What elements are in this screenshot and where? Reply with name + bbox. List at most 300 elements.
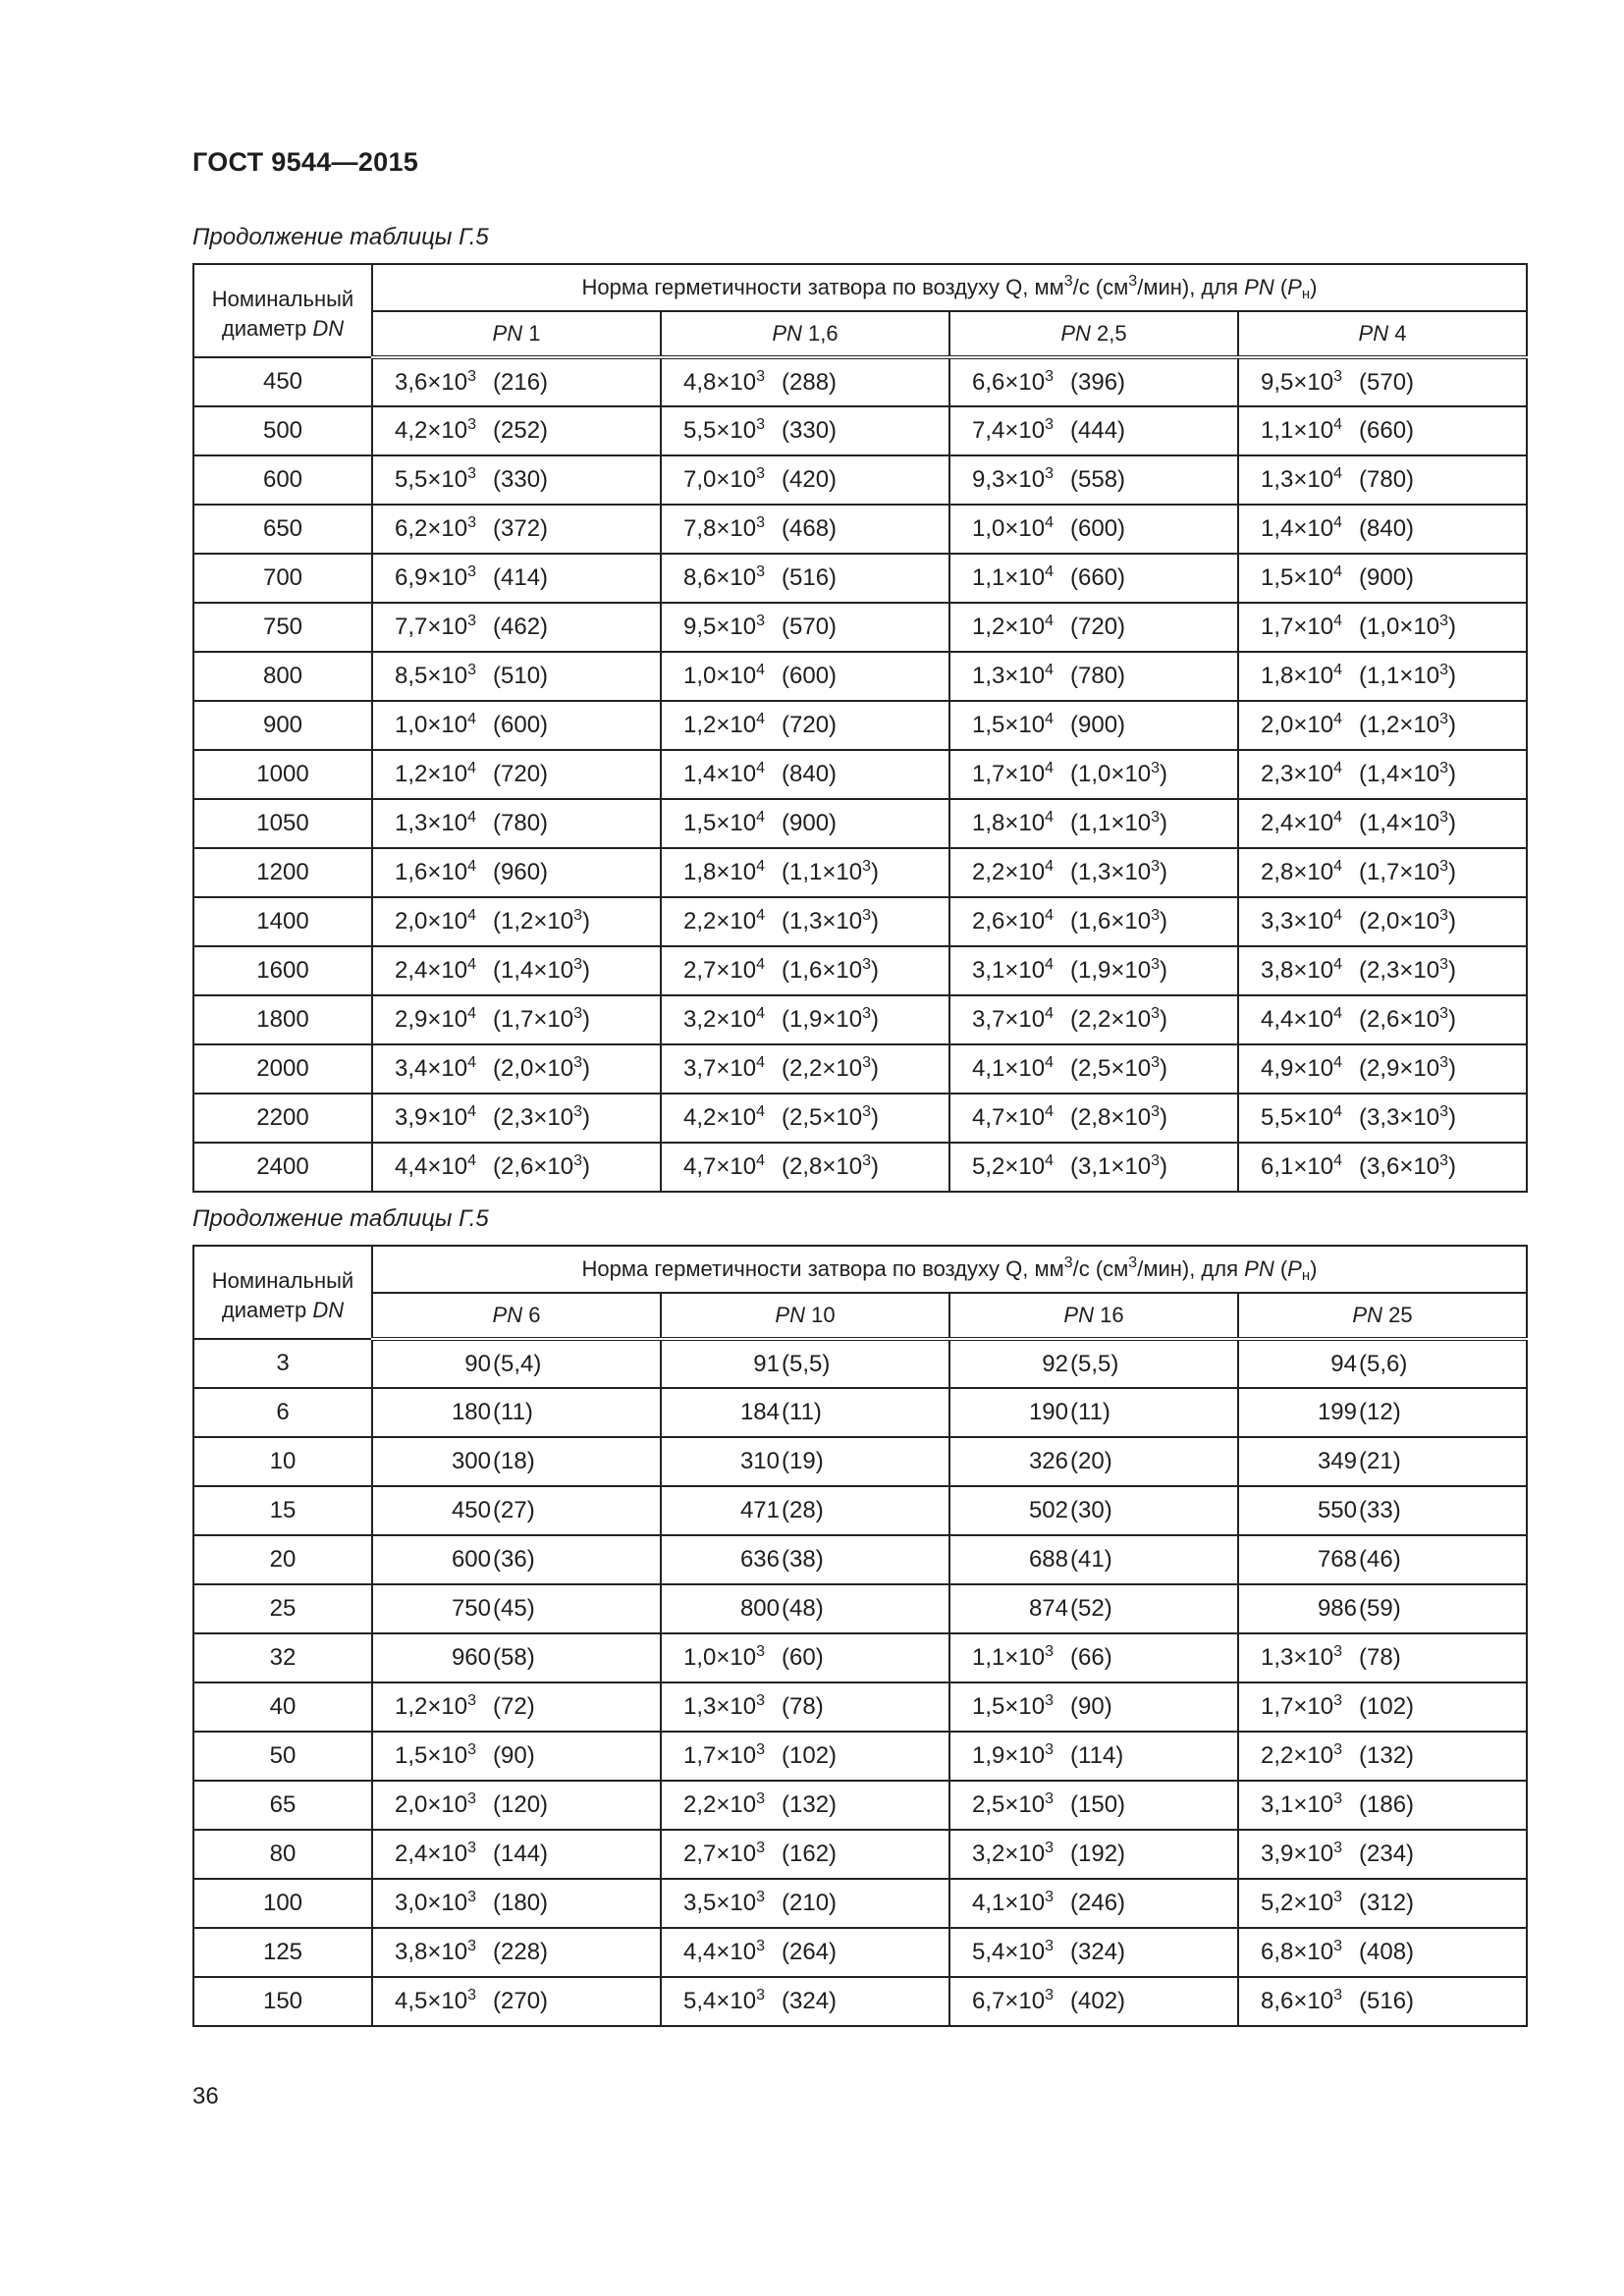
value-exponent: 4 bbox=[1045, 1054, 1054, 1071]
dn-cell: 2400 bbox=[193, 1143, 372, 1192]
value-exponent: 3 bbox=[467, 613, 476, 629]
value-number: 91 bbox=[753, 1350, 780, 1377]
norm-header-pn: PN bbox=[1244, 1256, 1274, 1281]
leakage-cell bbox=[661, 1584, 949, 1633]
table-row bbox=[193, 1682, 1527, 1732]
table-row bbox=[193, 652, 1527, 701]
leakage-cell bbox=[1238, 1633, 1527, 1682]
paren-value: 28 bbox=[789, 1497, 816, 1523]
dn-cell: 6 bbox=[193, 1388, 372, 1437]
dn-cell: 900 bbox=[193, 701, 372, 750]
value-mantissa: 3,7 bbox=[683, 1055, 717, 1082]
table-row bbox=[193, 1879, 1527, 1928]
leakage-cell bbox=[661, 897, 949, 946]
value-exponent: 4 bbox=[1333, 1152, 1342, 1169]
leakage-cell bbox=[661, 995, 949, 1044]
pn-column-header bbox=[661, 311, 949, 357]
leakage-value-cm3min: (45) bbox=[493, 1595, 535, 1622]
leakage-value-cm3min: $(1,6\times 10^3)$ bbox=[1070, 907, 1167, 934]
value-mantissa: 5,5 bbox=[1261, 1104, 1294, 1131]
value-mantissa: 2,0 bbox=[395, 908, 428, 934]
paren-mantissa: 3,1 bbox=[1078, 1153, 1111, 1180]
leakage-value-cm3min: (516) bbox=[782, 564, 838, 591]
paren-value: 5,5 bbox=[1078, 1350, 1111, 1377]
leakage-value-cm3min: (186) bbox=[1359, 1791, 1415, 1818]
value-mantissa: 1,1 bbox=[972, 564, 1005, 591]
paren-value: 330 bbox=[789, 417, 830, 444]
value-mantissa: 2,4 bbox=[395, 957, 428, 984]
leakage-value-mm3s: $1,0\times 10^4$ bbox=[395, 711, 476, 738]
paren-value: 246 bbox=[1078, 1890, 1118, 1916]
paren-value: 186 bbox=[1367, 1791, 1407, 1818]
leakage-value-cm3min: (132) bbox=[782, 1791, 838, 1818]
leakage-cell bbox=[661, 1633, 949, 1682]
value-number: 180 bbox=[451, 1399, 491, 1425]
leakage-value-mm3s bbox=[1318, 1399, 1357, 1426]
value-mantissa: 2,4 bbox=[1261, 810, 1294, 836]
value-number: 349 bbox=[1317, 1448, 1357, 1474]
leakage-cell bbox=[1238, 1682, 1527, 1732]
value-number: 502 bbox=[1028, 1497, 1068, 1523]
leakage-value-mm3s: $3,9\times 10^3$ bbox=[1261, 1840, 1342, 1867]
leakage-cell bbox=[372, 554, 661, 603]
value-exponent: 4 bbox=[1333, 1103, 1342, 1120]
leakage-cell bbox=[949, 554, 1238, 603]
leakage-value-cm3min: (150) bbox=[1070, 1791, 1126, 1818]
leakage-value-cm3min: (18) bbox=[493, 1448, 535, 1474]
value-number: 90 bbox=[464, 1350, 491, 1377]
paren-exponent: 3 bbox=[1151, 907, 1160, 924]
dn-header-symbol: DN bbox=[312, 316, 345, 341]
leakage-value-cm3min: (324) bbox=[1070, 1939, 1126, 1965]
leakage-cell bbox=[661, 1928, 949, 1977]
leakage-value-mm3s: $5,4\times 10^3$ bbox=[683, 1987, 765, 2014]
leakage-cell bbox=[1238, 750, 1527, 799]
leakage-value-cm3min: (27) bbox=[493, 1497, 535, 1523]
leakage-cell bbox=[949, 1682, 1238, 1732]
leakage-value-cm3min: (11) bbox=[1070, 1399, 1110, 1425]
value-number: 300 bbox=[451, 1448, 491, 1474]
leakage-value-cm3min: (132) bbox=[1359, 1742, 1415, 1769]
value-mantissa: 5,4 bbox=[683, 1988, 717, 2014]
leakage-value-mm3s bbox=[740, 1595, 780, 1623]
leakage-cell bbox=[1238, 1781, 1527, 1830]
value-mantissa: 6,2 bbox=[395, 515, 428, 542]
leakage-cell bbox=[372, 995, 661, 1044]
leakage-value-mm3s: $2,4\times 10^4$ bbox=[1261, 809, 1342, 836]
leakage-value-mm3s: $4,4\times 10^3$ bbox=[683, 1938, 765, 1965]
dn-cell: 40 bbox=[193, 1682, 372, 1732]
value-exponent: 4 bbox=[1333, 465, 1342, 482]
leakage-cell bbox=[949, 799, 1238, 848]
value-mantissa: 1,4 bbox=[683, 761, 717, 787]
paren-value: 5,6 bbox=[1367, 1350, 1400, 1377]
paren-exponent: 3 bbox=[1439, 711, 1448, 727]
norm-header-sup: 3 bbox=[1128, 1255, 1138, 1271]
leakage-cell bbox=[949, 603, 1238, 652]
paren-exponent: 3 bbox=[1439, 1103, 1448, 1120]
table-row bbox=[193, 995, 1527, 1044]
leakage-value-cm3min: $(1,0\times 10^3)$ bbox=[1070, 760, 1167, 787]
paren-value: 510 bbox=[501, 663, 541, 689]
dn-cell: 450 bbox=[193, 357, 372, 406]
leakage-cell bbox=[1238, 1143, 1527, 1192]
value-exponent: 3 bbox=[1045, 1987, 1054, 2003]
paren-value: 600 bbox=[501, 712, 541, 738]
value-exponent: 3 bbox=[1045, 1840, 1054, 1856]
leakage-value-mm3s: $3,9\times 10^4$ bbox=[395, 1103, 476, 1131]
leakage-value-mm3s: $6,2\times 10^3$ bbox=[395, 514, 476, 542]
paren-value: 102 bbox=[1367, 1693, 1407, 1720]
leakage-cell bbox=[949, 1584, 1238, 1633]
value-exponent: 4 bbox=[756, 1152, 765, 1169]
leakage-value-cm3min: $(2,6\times 10^3)$ bbox=[1359, 1005, 1456, 1033]
dn-cell: 750 bbox=[193, 603, 372, 652]
table-row bbox=[193, 1732, 1527, 1781]
paren-exponent: 3 bbox=[1439, 760, 1448, 776]
leakage-value-mm3s: $1,5\times 10^3$ bbox=[972, 1692, 1054, 1720]
leakage-value-cm3min: (312) bbox=[1359, 1890, 1415, 1916]
leakage-value-cm3min: (120) bbox=[493, 1791, 549, 1818]
leakage-value-mm3s: $3,1\times 10^4$ bbox=[972, 956, 1054, 984]
value-mantissa: 4,8 bbox=[683, 368, 717, 396]
value-exponent: 4 bbox=[467, 907, 476, 924]
paren-value: 5,4 bbox=[501, 1350, 534, 1377]
leakage-value-cm3min: (570) bbox=[782, 614, 838, 640]
leakage-value-mm3s: $5,5\times 10^3$ bbox=[395, 465, 476, 493]
paren-value: 36 bbox=[501, 1546, 527, 1573]
value-mantissa: 2,7 bbox=[683, 957, 717, 984]
value-mantissa: 1,5 bbox=[683, 810, 717, 836]
paren-exponent: 3 bbox=[1439, 1005, 1448, 1022]
leakage-value-cm3min: (420) bbox=[782, 466, 838, 493]
value-exponent: 3 bbox=[1333, 1790, 1342, 1807]
leakage-cell bbox=[949, 1535, 1238, 1584]
value-mantissa: 6,1 bbox=[1261, 1153, 1294, 1180]
paren-mantissa: 1,6 bbox=[1078, 908, 1111, 934]
value-exponent: 4 bbox=[756, 1103, 765, 1120]
paren-value: 52 bbox=[1078, 1595, 1105, 1622]
leakage-value-cm3min: (840) bbox=[1359, 515, 1415, 542]
leakage-value-cm3min: (600) bbox=[782, 663, 838, 689]
leakage-value-cm3min: $(2,2\times 10^3)$ bbox=[1070, 1005, 1167, 1033]
dn-header-symbol: DN bbox=[312, 1298, 345, 1322]
leakage-value-mm3s: $6,7\times 10^3$ bbox=[972, 1987, 1054, 2014]
leakage-value-cm3min: (414) bbox=[493, 564, 549, 591]
paren-value: 570 bbox=[789, 614, 830, 640]
paren-value: 45 bbox=[501, 1595, 527, 1622]
value-exponent: 3 bbox=[1333, 1692, 1342, 1709]
leakage-value-mm3s: $4,7\times 10^4$ bbox=[972, 1103, 1054, 1131]
pn-label: PN bbox=[1060, 321, 1091, 346]
value-mantissa: 2,2 bbox=[683, 908, 717, 934]
leakage-value-mm3s: $2,2\times 10^4$ bbox=[683, 907, 765, 934]
value-mantissa: 5,2 bbox=[972, 1153, 1005, 1180]
value-number: 450 bbox=[451, 1497, 491, 1523]
pn-label: PN bbox=[492, 321, 523, 346]
leakage-value-cm3min: (11) bbox=[493, 1399, 533, 1425]
paren-value: 19 bbox=[789, 1448, 816, 1474]
value-number: 986 bbox=[1317, 1595, 1357, 1622]
pn-label: PN bbox=[1352, 1303, 1382, 1327]
leakage-value-mm3s: $9,3\times 10^3$ bbox=[972, 465, 1054, 493]
leakage-value-cm3min: (372) bbox=[493, 515, 549, 542]
value-exponent: 4 bbox=[756, 760, 765, 776]
leakage-value-mm3s: $2,0\times 10^4$ bbox=[1261, 711, 1342, 738]
leakage-value-mm3s: $2,9\times 10^4$ bbox=[395, 1005, 476, 1033]
leakage-cell bbox=[949, 1830, 1238, 1879]
leakage-value-cm3min: (720) bbox=[782, 712, 838, 738]
leakage-value-mm3s: $3,7\times 10^4$ bbox=[683, 1054, 765, 1082]
leakage-value-cm3min: (30) bbox=[1070, 1497, 1112, 1523]
dn-cell: 100 bbox=[193, 1879, 372, 1928]
leakage-value-mm3s: $3,8\times 10^4$ bbox=[1261, 956, 1342, 984]
pn-label: PN bbox=[1358, 321, 1389, 346]
leakage-cell bbox=[661, 946, 949, 995]
leakage-value-mm3s: $4,1\times 10^3$ bbox=[972, 1889, 1054, 1916]
pn-label: PN bbox=[1063, 1303, 1094, 1327]
leakage-value-cm3min: (600) bbox=[493, 712, 549, 738]
leakage-value-cm3min: (468) bbox=[782, 515, 838, 542]
leakage-value-mm3s: $2,7\times 10^4$ bbox=[683, 956, 765, 984]
table-row bbox=[193, 1388, 1527, 1437]
dn-header-line1: Номинальный bbox=[211, 287, 354, 311]
value-exponent: 3 bbox=[1045, 1643, 1054, 1660]
leakage-value-mm3s: $3,6\times 10^3$ bbox=[395, 367, 476, 396]
value-mantissa: 7,7 bbox=[395, 614, 428, 640]
leakage-cell bbox=[661, 1781, 949, 1830]
leakage-value-cm3min: (600) bbox=[1070, 515, 1126, 542]
value-exponent: 3 bbox=[1333, 1889, 1342, 1905]
paren-exponent: 3 bbox=[1151, 1103, 1160, 1120]
leakage-cell bbox=[1238, 701, 1527, 750]
leakage-value-cm3min: $(1,4\times 10^3)$ bbox=[1359, 760, 1456, 787]
value-exponent: 4 bbox=[756, 956, 765, 973]
paren-exponent: 3 bbox=[573, 1152, 582, 1169]
leakage-value-cm3min: (210) bbox=[782, 1890, 838, 1916]
leakage-value-mm3s: $3,5\times 10^3$ bbox=[683, 1889, 765, 1916]
paren-mantissa: 1,9 bbox=[789, 1006, 823, 1033]
paren-value: 324 bbox=[789, 1988, 830, 2014]
value-exponent: 4 bbox=[1333, 613, 1342, 629]
paren-value: 20 bbox=[1078, 1448, 1105, 1474]
pn-column-header bbox=[1238, 311, 1527, 357]
value-mantissa: 3,1 bbox=[972, 957, 1005, 984]
value-mantissa: 3,5 bbox=[683, 1890, 717, 1916]
table-row bbox=[193, 1486, 1527, 1535]
norm-header-text: ) bbox=[1310, 1256, 1318, 1281]
value-exponent: 3 bbox=[756, 1790, 765, 1807]
leakage-value-mm3s: $3,3\times 10^4$ bbox=[1261, 907, 1342, 934]
table-row bbox=[193, 1535, 1527, 1584]
leakage-cell bbox=[372, 1094, 661, 1143]
norm-header-sub: н bbox=[1301, 1267, 1311, 1284]
paren-exponent: 3 bbox=[1151, 956, 1160, 973]
leakage-value-cm3min: $(2,6\times 10^3)$ bbox=[493, 1152, 590, 1180]
paren-exponent: 3 bbox=[573, 1054, 582, 1071]
leakage-cell bbox=[1238, 455, 1527, 505]
leakage-cell bbox=[949, 1044, 1238, 1094]
leakage-cell bbox=[949, 1633, 1238, 1682]
value-mantissa: 3,7 bbox=[972, 1006, 1005, 1033]
value-mantissa: 7,8 bbox=[683, 515, 717, 542]
paren-exponent: 3 bbox=[862, 1103, 871, 1120]
paren-value: 780 bbox=[1367, 466, 1407, 493]
dn-cell: 80 bbox=[193, 1830, 372, 1879]
leakage-value-mm3s bbox=[1029, 1448, 1068, 1475]
paren-mantissa: 1,2 bbox=[1367, 712, 1400, 738]
leakage-cell bbox=[949, 848, 1238, 897]
value-number: 960 bbox=[451, 1644, 491, 1671]
leakage-value-cm3min: (52) bbox=[1070, 1595, 1112, 1622]
value-exponent: 3 bbox=[467, 1889, 476, 1905]
table-caption: Продолжение таблицы Г.5 bbox=[192, 1205, 489, 1232]
value-mantissa: 9,3 bbox=[972, 466, 1005, 493]
paren-value: 33 bbox=[1367, 1497, 1393, 1523]
paren-mantissa: 1,7 bbox=[501, 1006, 534, 1033]
value-exponent: 3 bbox=[467, 662, 476, 678]
value-mantissa: 1,2 bbox=[972, 614, 1005, 640]
leakage-value-cm3min: (264) bbox=[782, 1939, 838, 1965]
paren-value: 720 bbox=[501, 761, 541, 787]
leakage-cell bbox=[949, 1437, 1238, 1486]
leakage-cell bbox=[661, 1830, 949, 1879]
leakage-value-mm3s: $2,4\times 10^3$ bbox=[395, 1840, 476, 1867]
value-mantissa: 1,2 bbox=[683, 712, 717, 738]
value-mantissa: 1,1 bbox=[1261, 417, 1294, 444]
leakage-value-mm3s bbox=[1029, 1546, 1068, 1574]
leakage-cell bbox=[661, 1535, 949, 1584]
norm-header bbox=[372, 1246, 1527, 1293]
dn-cell: 1200 bbox=[193, 848, 372, 897]
value-exponent: 4 bbox=[1045, 956, 1054, 973]
leakage-table-1 bbox=[192, 263, 1528, 1193]
dn-cell: 20 bbox=[193, 1535, 372, 1584]
value-exponent: 3 bbox=[1333, 1938, 1342, 1954]
value-exponent: 3 bbox=[756, 1692, 765, 1709]
leakage-value-mm3s bbox=[1318, 1448, 1357, 1475]
paren-mantissa: 2,3 bbox=[501, 1104, 534, 1131]
value-mantissa: 3,4 bbox=[395, 1055, 428, 1082]
value-mantissa: 2,6 bbox=[972, 908, 1005, 934]
leakage-value-mm3s: $1,3\times 10^4$ bbox=[1261, 465, 1342, 493]
value-number: 750 bbox=[451, 1595, 491, 1622]
leakage-value-cm3min: (5,6) bbox=[1359, 1350, 1408, 1377]
paren-value: 210 bbox=[789, 1890, 830, 1916]
leakage-value-mm3s: $2,8\times 10^4$ bbox=[1261, 858, 1342, 885]
leakage-value-mm3s: $6,6\times 10^3$ bbox=[972, 367, 1054, 396]
pn-column-header bbox=[949, 1293, 1238, 1339]
leakage-value-mm3s: $7,8\times 10^3$ bbox=[683, 514, 765, 542]
value-exponent: 4 bbox=[1333, 711, 1342, 727]
value-mantissa: 1,0 bbox=[683, 663, 717, 689]
paren-exponent: 3 bbox=[1439, 907, 1448, 924]
paren-value: 72 bbox=[501, 1693, 527, 1720]
leakage-value-mm3s: $1,3\times 10^4$ bbox=[395, 809, 476, 836]
leakage-cell bbox=[1238, 1486, 1527, 1535]
leakage-cell bbox=[1238, 897, 1527, 946]
leakage-cell bbox=[1238, 995, 1527, 1044]
value-mantissa: 1,4 bbox=[1261, 515, 1294, 542]
paren-value: 162 bbox=[789, 1841, 830, 1867]
value-exponent: 3 bbox=[467, 563, 476, 580]
leakage-cell bbox=[661, 1339, 949, 1388]
paren-mantissa: 1,9 bbox=[1078, 957, 1111, 984]
leakage-cell bbox=[372, 603, 661, 652]
leakage-cell bbox=[372, 946, 661, 995]
value-mantissa: 1,5 bbox=[972, 712, 1005, 738]
leakage-value-cm3min: (48) bbox=[782, 1595, 824, 1622]
paren-mantissa: 2,2 bbox=[1078, 1006, 1111, 1033]
leakage-cell bbox=[1238, 406, 1527, 455]
value-mantissa: 9,5 bbox=[1261, 368, 1294, 396]
leakage-cell bbox=[949, 946, 1238, 995]
paren-value: 516 bbox=[789, 564, 830, 591]
page-number: 36 bbox=[192, 2083, 219, 2109]
leakage-value-mm3s bbox=[452, 1399, 491, 1426]
paren-mantissa: 1,1 bbox=[789, 859, 823, 885]
table-caption: Продолжение таблицы Г.5 bbox=[192, 224, 489, 250]
paren-value: 660 bbox=[1078, 564, 1118, 591]
paren-value: 780 bbox=[501, 810, 541, 836]
value-number: 800 bbox=[739, 1595, 780, 1622]
value-exponent: 4 bbox=[1045, 514, 1054, 531]
dn-cell: 1000 bbox=[193, 750, 372, 799]
value-mantissa: 4,4 bbox=[683, 1939, 717, 1965]
leakage-value-cm3min: (90) bbox=[1070, 1693, 1112, 1720]
leakage-cell bbox=[372, 1584, 661, 1633]
value-exponent: 4 bbox=[467, 1054, 476, 1071]
leakage-value-mm3s bbox=[464, 1351, 491, 1378]
value-exponent: 4 bbox=[1045, 1152, 1054, 1169]
leakage-value-mm3s: $3,8\times 10^3$ bbox=[395, 1938, 476, 1965]
value-exponent: 4 bbox=[467, 956, 476, 973]
leakage-cell bbox=[372, 1633, 661, 1682]
norm-header-text: /мин), для bbox=[1137, 275, 1245, 299]
table-row bbox=[193, 1928, 1527, 1977]
leakage-cell bbox=[372, 1044, 661, 1094]
value-mantissa: 8,6 bbox=[1261, 1988, 1294, 2014]
leakage-cell bbox=[372, 1143, 661, 1192]
leakage-value-cm3min: (78) bbox=[1359, 1644, 1401, 1671]
paren-value: 444 bbox=[1078, 417, 1118, 444]
leakage-value-cm3min: (780) bbox=[493, 810, 549, 836]
value-exponent: 3 bbox=[756, 1987, 765, 2003]
leakage-value-mm3s: $2,2\times 10^4$ bbox=[972, 858, 1054, 885]
leakage-cell bbox=[372, 1781, 661, 1830]
value-mantissa: 4,9 bbox=[1261, 1055, 1294, 1082]
paren-value: 90 bbox=[501, 1742, 527, 1769]
table-row bbox=[193, 1437, 1527, 1486]
leakage-cell bbox=[372, 1682, 661, 1732]
leakage-value-mm3s: $9,5\times 10^3$ bbox=[1261, 367, 1342, 396]
paren-mantissa: 2,0 bbox=[501, 1055, 534, 1082]
leakage-cell bbox=[1238, 1388, 1527, 1437]
value-exponent: 3 bbox=[1045, 1889, 1054, 1905]
leakage-cell bbox=[661, 1094, 949, 1143]
leakage-cell bbox=[1238, 1830, 1527, 1879]
leakage-value-mm3s: $1,5\times 10^3$ bbox=[395, 1741, 476, 1769]
value-mantissa: 8,5 bbox=[395, 663, 428, 689]
pn-value: 4 bbox=[1394, 321, 1407, 346]
dn-header bbox=[193, 1246, 372, 1339]
paren-mantissa: 2,2 bbox=[789, 1055, 823, 1082]
leakage-value-cm3min: $(1,3\times 10^3)$ bbox=[782, 907, 879, 934]
value-mantissa: 8,6 bbox=[683, 564, 717, 591]
leakage-cell bbox=[372, 750, 661, 799]
value-mantissa: 6,8 bbox=[1261, 1939, 1294, 1965]
paren-exponent: 3 bbox=[573, 1103, 582, 1120]
